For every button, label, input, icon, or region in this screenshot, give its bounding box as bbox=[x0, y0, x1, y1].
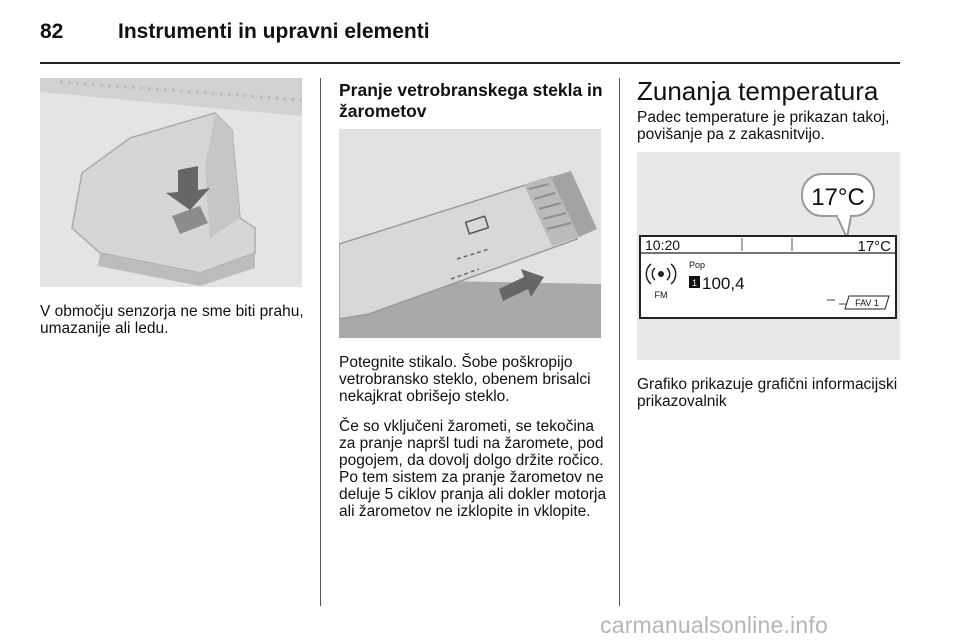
washer-paragraph-2: Če so vključeni žarometi, se tekočina za pranje napršl tudi na žaromete, pod pogojem, da dovolj dolgo držite ročico. Po tem sistem za pranje žarometov ne deluje 5 ciklov pranja ali dokler motorja ali žarometov ne izklopite in vklopite. bbox=[339, 418, 607, 520]
header-rule bbox=[40, 62, 900, 64]
frequency-readout: 100,4 bbox=[702, 274, 745, 293]
sensor-caption: V območju senzorja ne sme biti prahu, umazanije ali ledu. bbox=[40, 303, 304, 337]
sensor-drawing bbox=[40, 78, 302, 287]
info-display-drawing bbox=[637, 152, 900, 360]
display-illustration bbox=[637, 152, 900, 360]
washer-heading: Pranje vetrobranskega stekla in žarometov bbox=[339, 80, 603, 121]
bubble-temperature: 17°C bbox=[811, 184, 865, 211]
display-caption: Grafiko prikazuje grafični informacijski prikazovalnik bbox=[637, 376, 898, 410]
radio-icon bbox=[658, 271, 664, 277]
preset-number: 1 bbox=[691, 278, 698, 288]
washer-paragraph-1: Potegnite stikalo. Šobe poškropijo vetrobransko steklo, obenem brisalci nekajkrat obrišejo steklo. bbox=[339, 354, 591, 405]
watermark: carmanualsonline.info bbox=[600, 612, 828, 638]
display-temperature: 17°C bbox=[857, 238, 891, 255]
page-number: 82 bbox=[40, 20, 64, 43]
temperature-intro: Padec temperature je prikazan takoj, povišanje pa z zakasnitvijo. bbox=[637, 109, 890, 143]
wiper-lever-illustration bbox=[339, 129, 601, 338]
wiper-lever-drawing bbox=[339, 129, 601, 338]
sensor-illustration bbox=[40, 78, 302, 287]
band-label: FM bbox=[654, 290, 668, 300]
fav-label: FAV 1 bbox=[855, 298, 879, 308]
display-time: 10:20 bbox=[645, 237, 681, 253]
page-title: Instrumenti in upravni elementi bbox=[118, 20, 430, 43]
station-name: Pop bbox=[689, 260, 706, 270]
column-divider bbox=[320, 78, 321, 606]
temperature-heading: Zunanja temperatura bbox=[637, 76, 879, 106]
column-divider bbox=[619, 78, 620, 606]
